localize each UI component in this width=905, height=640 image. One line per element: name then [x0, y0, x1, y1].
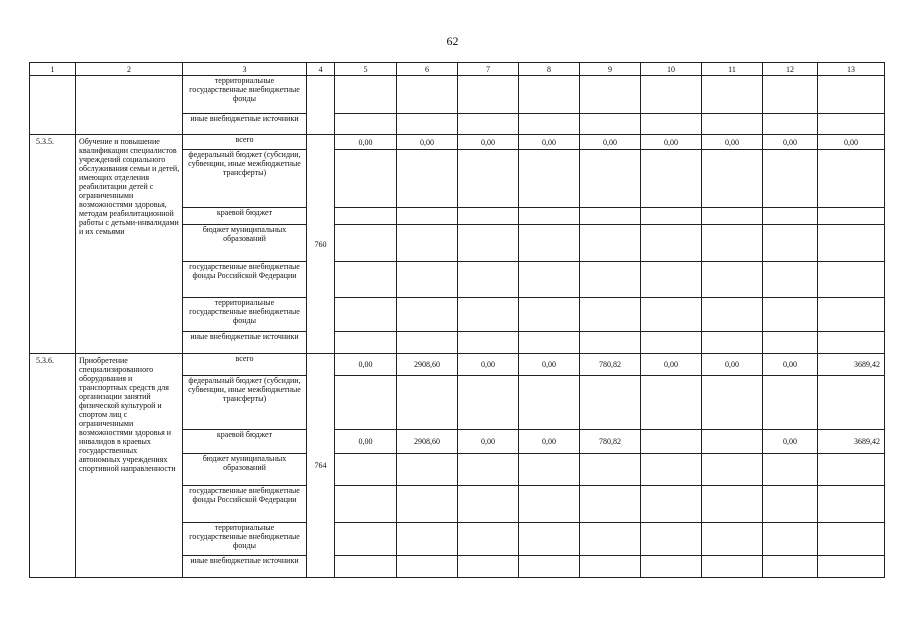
amount-cell — [702, 430, 763, 454]
empty-cell — [641, 332, 702, 354]
empty-cell — [397, 486, 458, 523]
empty-cell — [307, 76, 335, 135]
empty-cell — [580, 332, 641, 354]
column-number: 1 — [30, 63, 76, 76]
empty-cell — [702, 556, 763, 578]
empty-cell — [580, 523, 641, 556]
empty-cell — [580, 556, 641, 578]
item-name: Обучение и повышение квалификации специалистов учреждений социального обслуживания семьи и детей, имеющих отделения реабилитации детей с ограниченными возможностями здоровья, методам реабилитационной работы с детьми-инвалидами и их семьями — [76, 135, 183, 354]
empty-cell — [702, 76, 763, 114]
empty-cell — [335, 225, 397, 262]
empty-cell — [702, 225, 763, 262]
empty-cell — [818, 208, 885, 225]
indicator-code: 764 — [307, 354, 335, 578]
empty-cell — [458, 298, 519, 332]
funding-source: краевой бюджет — [183, 208, 307, 225]
empty-cell — [641, 454, 702, 486]
empty-cell — [818, 376, 885, 430]
amount-cell: 2908,60 — [397, 430, 458, 454]
empty-cell — [397, 298, 458, 332]
funding-source: территориальные государственные внебюджетные фонды — [183, 523, 307, 556]
empty-cell — [519, 150, 580, 208]
amount-cell: 780,82 — [580, 430, 641, 454]
empty-cell — [818, 150, 885, 208]
amount-cell: 0,00 — [335, 354, 397, 376]
amount-cell: 0,00 — [458, 135, 519, 150]
column-number: 13 — [818, 63, 885, 76]
empty-cell — [519, 114, 580, 135]
empty-cell — [702, 150, 763, 208]
empty-cell — [335, 208, 397, 225]
amount-cell: 0,00 — [580, 135, 641, 150]
empty-cell — [818, 332, 885, 354]
empty-cell — [763, 150, 818, 208]
amount-cell: 0,00 — [702, 135, 763, 150]
amount-cell: 0,00 — [702, 354, 763, 376]
empty-cell — [519, 262, 580, 298]
amount-cell: 0,00 — [335, 135, 397, 150]
amount-cell: 0,00 — [763, 430, 818, 454]
empty-cell — [458, 208, 519, 225]
empty-cell — [335, 332, 397, 354]
empty-cell — [641, 376, 702, 430]
empty-cell — [641, 262, 702, 298]
empty-cell — [818, 298, 885, 332]
amount-cell: 0,00 — [763, 135, 818, 150]
funding-source: территориальные государственные внебюджетные фонды — [183, 298, 307, 332]
funding-source: иные внебюджетные источники — [183, 556, 307, 578]
empty-cell — [335, 150, 397, 208]
column-number: 5 — [335, 63, 397, 76]
empty-cell — [702, 298, 763, 332]
column-number: 9 — [580, 63, 641, 76]
empty-cell — [818, 454, 885, 486]
amount-cell: 0,00 — [641, 135, 702, 150]
empty-cell — [397, 76, 458, 114]
empty-cell — [763, 262, 818, 298]
empty-cell — [397, 454, 458, 486]
empty-cell — [458, 262, 519, 298]
empty-cell — [641, 556, 702, 578]
page-number: 62 — [446, 34, 459, 48]
empty-cell — [335, 556, 397, 578]
empty-cell — [519, 376, 580, 430]
empty-cell — [519, 208, 580, 225]
empty-cell — [458, 454, 519, 486]
empty-cell — [519, 486, 580, 523]
empty-cell — [76, 76, 183, 135]
amount-cell: 0,00 — [458, 430, 519, 454]
table-row — [30, 76, 885, 114]
amount-cell: 0,00 — [641, 354, 702, 376]
empty-cell — [641, 150, 702, 208]
empty-cell — [763, 332, 818, 354]
empty-cell — [519, 332, 580, 354]
empty-cell — [335, 298, 397, 332]
empty-cell — [519, 454, 580, 486]
amount-cell: 780,82 — [580, 354, 641, 376]
column-number: 10 — [641, 63, 702, 76]
funding-source: всего — [183, 135, 307, 150]
empty-cell — [641, 298, 702, 332]
empty-cell — [702, 523, 763, 556]
empty-cell — [702, 208, 763, 225]
empty-cell — [397, 150, 458, 208]
empty-cell — [580, 454, 641, 486]
empty-cell — [702, 332, 763, 354]
funding-source: всего — [183, 354, 307, 376]
amount-cell: 0,00 — [818, 135, 885, 150]
empty-cell — [702, 454, 763, 486]
empty-cell — [397, 376, 458, 430]
empty-cell — [763, 208, 818, 225]
empty-cell — [763, 454, 818, 486]
funding-source: территориальные государственные внебюджетные фонды — [183, 76, 307, 114]
empty-cell — [458, 523, 519, 556]
column-number: 8 — [519, 63, 580, 76]
table-row — [30, 354, 885, 376]
empty-cell — [818, 262, 885, 298]
amount-cell — [641, 430, 702, 454]
empty-cell — [519, 298, 580, 332]
empty-cell — [641, 523, 702, 556]
amount-cell: 3689,42 — [818, 354, 885, 376]
empty-cell — [30, 76, 76, 135]
empty-cell — [641, 208, 702, 225]
funding-source: бюджет муниципальных образований — [183, 225, 307, 262]
item-code: 5.3.5. — [30, 135, 76, 354]
empty-cell — [458, 332, 519, 354]
empty-cell — [763, 225, 818, 262]
empty-cell — [335, 523, 397, 556]
empty-cell — [818, 556, 885, 578]
empty-cell — [763, 376, 818, 430]
empty-cell — [519, 225, 580, 262]
empty-cell — [458, 376, 519, 430]
funding-source: федеральный бюджет (субсидии, субвенции, иные межбюджетные трансферты) — [183, 376, 307, 430]
empty-cell — [580, 76, 641, 114]
column-number: 12 — [763, 63, 818, 76]
empty-cell — [818, 225, 885, 262]
empty-cell — [335, 454, 397, 486]
column-number: 2 — [76, 63, 183, 76]
empty-cell — [519, 523, 580, 556]
empty-cell — [580, 114, 641, 135]
amount-cell: 0,00 — [397, 135, 458, 150]
empty-cell — [818, 114, 885, 135]
empty-cell — [641, 76, 702, 114]
funding-source: иные внебюджетные источники — [183, 332, 307, 354]
amount-cell: 0,00 — [335, 430, 397, 454]
column-number: 6 — [397, 63, 458, 76]
empty-cell — [580, 486, 641, 523]
empty-cell — [458, 486, 519, 523]
empty-cell — [763, 76, 818, 114]
empty-cell — [580, 150, 641, 208]
empty-cell — [397, 114, 458, 135]
item-name: Приобретение специализированного оборудования и транспортных средств для организации занятий физической культурой и спортом лиц с ограниченными возможностями здоровья и инвалидов в краевых государственных автономных учреждениях спортивной направленности — [76, 354, 183, 578]
empty-cell — [702, 376, 763, 430]
empty-cell — [458, 225, 519, 262]
empty-cell — [702, 114, 763, 135]
empty-cell — [763, 523, 818, 556]
amount-cell: 0,00 — [763, 354, 818, 376]
empty-cell — [335, 486, 397, 523]
funding-source: государственные внебюджетные фонды Российской Федерации — [183, 262, 307, 298]
funding-source: бюджет муниципальных образований — [183, 454, 307, 486]
empty-cell — [818, 76, 885, 114]
table-row — [30, 135, 885, 150]
empty-cell — [335, 76, 397, 114]
empty-cell — [580, 298, 641, 332]
empty-cell — [641, 114, 702, 135]
column-number: 11 — [702, 63, 763, 76]
empty-cell — [335, 376, 397, 430]
funding-source: краевой бюджет — [183, 430, 307, 454]
empty-cell — [335, 114, 397, 135]
empty-cell — [458, 556, 519, 578]
amount-cell: 3689,42 — [818, 430, 885, 454]
empty-cell — [458, 150, 519, 208]
column-number: 7 — [458, 63, 519, 76]
empty-cell — [763, 298, 818, 332]
empty-cell — [397, 225, 458, 262]
empty-cell — [818, 523, 885, 556]
empty-cell — [580, 376, 641, 430]
indicator-code: 760 — [307, 135, 335, 354]
empty-cell — [763, 556, 818, 578]
empty-cell — [397, 332, 458, 354]
column-number: 4 — [307, 63, 335, 76]
empty-cell — [519, 76, 580, 114]
amount-cell: 0,00 — [519, 430, 580, 454]
empty-cell — [458, 114, 519, 135]
empty-cell — [580, 208, 641, 225]
empty-cell — [641, 225, 702, 262]
amount-cell: 0,00 — [519, 354, 580, 376]
empty-cell — [702, 486, 763, 523]
empty-cell — [580, 262, 641, 298]
funding-source: федеральный бюджет (субсидии, субвенции, иные межбюджетные трансферты) — [183, 150, 307, 208]
column-number-row — [30, 63, 885, 76]
empty-cell — [580, 225, 641, 262]
empty-cell — [519, 556, 580, 578]
funding-source: государственные внебюджетные фонды Российской Федерации — [183, 486, 307, 523]
empty-cell — [397, 523, 458, 556]
empty-cell — [702, 262, 763, 298]
empty-cell — [335, 262, 397, 298]
empty-cell — [763, 486, 818, 523]
item-code: 5.3.6. — [30, 354, 76, 578]
budget-table — [29, 62, 885, 578]
amount-cell: 0,00 — [519, 135, 580, 150]
column-number: 3 — [183, 63, 307, 76]
funding-source: иные внебюджетные источники — [183, 114, 307, 135]
empty-cell — [763, 114, 818, 135]
amount-cell: 2908,60 — [397, 354, 458, 376]
amount-cell: 0,00 — [458, 354, 519, 376]
empty-cell — [397, 262, 458, 298]
empty-cell — [641, 486, 702, 523]
empty-cell — [397, 556, 458, 578]
empty-cell — [397, 208, 458, 225]
empty-cell — [818, 486, 885, 523]
empty-cell — [458, 76, 519, 114]
